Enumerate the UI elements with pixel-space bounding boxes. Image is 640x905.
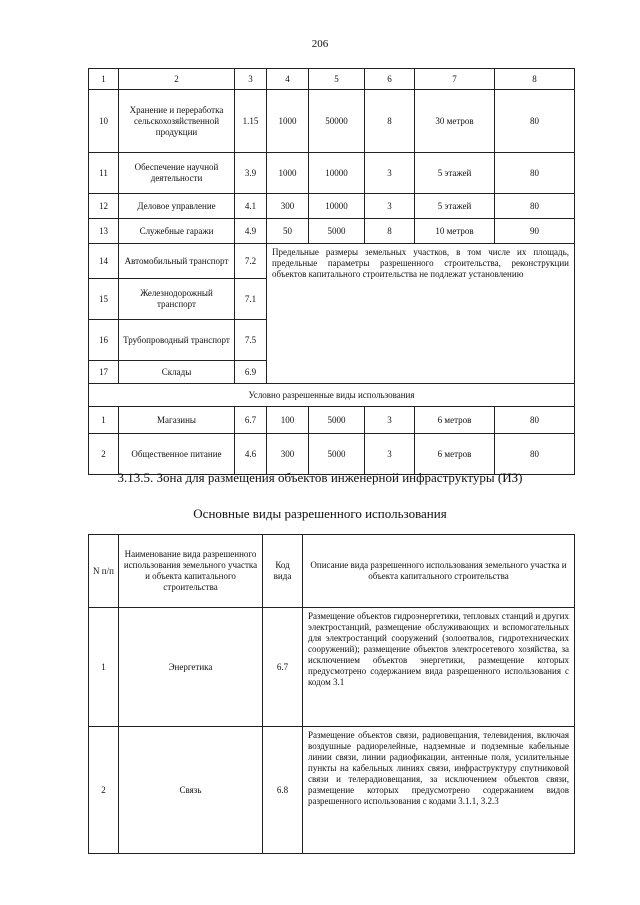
column-header: Наименование вида разрешенного использования земельного участка и объекта капитального строительства xyxy=(119,535,263,608)
table-cell: 5000 xyxy=(309,219,365,244)
use-description: Размещение объектов связи, радиовещания, телевидения, включая воздушные радиорелейные, надземные и подземные кабельные линии связи, линии радиофикации, антенные поля, усилительные пункты на кабельных линиях связи, инфраструктуру спутниковой связи и телерадиовещания, за исключением объектов связи, размещение которых предусмотрено содержанием видов разрешенного использования с кодами 3.1.1, 3.2.3 xyxy=(303,727,575,854)
column-number: 8 xyxy=(495,69,575,90)
column-header: Код вида xyxy=(263,535,303,608)
table-cell: 30 метров xyxy=(415,90,495,153)
table-cell: 4.1 xyxy=(235,194,267,219)
table-cell: Связь xyxy=(119,727,263,854)
table-header-row xyxy=(89,535,575,608)
table-cell: 7.2 xyxy=(235,244,267,279)
table-cell: 13 xyxy=(89,219,119,244)
column-number: 5 xyxy=(309,69,365,90)
table-cell: 5 этажей xyxy=(415,194,495,219)
table-cell: 6.7 xyxy=(235,407,267,434)
table-cell: 8 xyxy=(365,90,415,153)
table-cell: 3 xyxy=(365,153,415,194)
table-cell: 300 xyxy=(267,434,309,475)
table-cell: 7.5 xyxy=(235,320,267,361)
table-cell: 1000 xyxy=(267,153,309,194)
table-cell: 1 xyxy=(89,608,119,727)
table-cell: Служебные гаражи xyxy=(119,219,235,244)
table-cell: Хранение и переработка сельскохозяйственной продукции xyxy=(119,90,235,153)
table-row xyxy=(89,407,575,434)
table-cell: 16 xyxy=(89,320,119,361)
table-row xyxy=(89,434,575,475)
zone-heading: 3.13.5. Зона для размещения объектов инженерной инфраструктуры (ИЗ) xyxy=(117,470,523,485)
column-number: 3 xyxy=(235,69,267,90)
column-number: 1 xyxy=(89,69,119,90)
table-cell: 11 xyxy=(89,153,119,194)
table-cell: 8 xyxy=(365,219,415,244)
table-cell: 6.9 xyxy=(235,361,267,384)
column-number: 7 xyxy=(415,69,495,90)
table-cell: Деловое управление xyxy=(119,194,235,219)
table-cell: Трубопроводный транспорт xyxy=(119,320,235,361)
table-cell: 2 xyxy=(89,727,119,854)
table-cell: 6.8 xyxy=(263,727,303,854)
table-cell: 4.9 xyxy=(235,219,267,244)
permitted-uses-heading: Основные виды разрешенного использования xyxy=(193,506,447,521)
table-row xyxy=(89,90,575,153)
table-cell: Железнодорожный транспорт xyxy=(119,279,235,320)
table-cell: Общественное питание xyxy=(119,434,235,475)
table-cell: Обеспечение научной деятельности xyxy=(119,153,235,194)
table-cell: 3 xyxy=(365,434,415,475)
table-row xyxy=(89,244,575,279)
table-cell: Энергетика xyxy=(119,608,263,727)
table-cell: 10000 xyxy=(309,153,365,194)
table-cell: 80 xyxy=(495,407,575,434)
table-cell: 80 xyxy=(495,434,575,475)
zoning-parameters-table xyxy=(88,68,575,475)
section-row xyxy=(89,384,575,407)
table-cell: 90 xyxy=(495,219,575,244)
table-cell: 14 xyxy=(89,244,119,279)
table-row xyxy=(89,219,575,244)
table-cell: 7.1 xyxy=(235,279,267,320)
table-cell: 10 xyxy=(89,90,119,153)
table-cell: 3 xyxy=(365,194,415,219)
table-cell: 1 xyxy=(89,407,119,434)
not-established-note: Предельные размеры земельных участков, в том числе их площадь, предельные параметры разрешенного строительства, реконструкции объектов капитального строительства не подлежат установлению xyxy=(267,244,575,384)
table-cell: 300 xyxy=(267,194,309,219)
table-cell: 15 xyxy=(89,279,119,320)
column-header: Описание вида разрешенного использования земельного участка и объекта капитального строительства xyxy=(303,535,575,608)
table-cell: 6 метров xyxy=(415,434,495,475)
table-cell: 6 метров xyxy=(415,407,495,434)
column-number: 2 xyxy=(119,69,235,90)
table-header-row xyxy=(89,69,575,90)
page-number: 206 xyxy=(311,38,329,50)
table-cell: 4.6 xyxy=(235,434,267,475)
table-cell: Магазины xyxy=(119,407,235,434)
column-number: 4 xyxy=(267,69,309,90)
table-row xyxy=(89,727,575,854)
table-row xyxy=(89,194,575,219)
table-cell: Склады xyxy=(119,361,235,384)
table-cell: 3 xyxy=(365,407,415,434)
table-cell: 80 xyxy=(495,194,575,219)
table-cell: 6.7 xyxy=(263,608,303,727)
column-number: 6 xyxy=(365,69,415,90)
table-cell: 5000 xyxy=(309,407,365,434)
table-cell: 12 xyxy=(89,194,119,219)
table-cell: 80 xyxy=(495,153,575,194)
use-description: Размещение объектов гидроэнергетики, тепловых станций и других электростанций, размещение обслуживающих и вспомогательных для электростанций сооружений (золоотвалов, гидротехнических сооружений); размещение объектов электросетевого хозяйства, за исключением объектов энергетики, размещение которых предусмотрено содержанием вида разрешенного использования с кодом 3.1 xyxy=(303,608,575,727)
table-cell: 5000 xyxy=(309,434,365,475)
table-cell: 1000 xyxy=(267,90,309,153)
table-cell: 17 xyxy=(89,361,119,384)
column-header: N п/п xyxy=(89,535,119,608)
section-title: Условно разрешенные виды использования xyxy=(89,384,575,407)
table-cell: 10 метров xyxy=(415,219,495,244)
table-cell: 100 xyxy=(267,407,309,434)
table-cell: 80 xyxy=(495,90,575,153)
table-cell: 50 xyxy=(267,219,309,244)
table-cell: 3.9 xyxy=(235,153,267,194)
table-cell: 2 xyxy=(89,434,119,475)
table-cell: Автомобильный транспорт xyxy=(119,244,235,279)
table-row xyxy=(89,608,575,727)
table-cell: 10000 xyxy=(309,194,365,219)
table-cell: 1.15 xyxy=(235,90,267,153)
permitted-uses-table xyxy=(88,534,575,854)
table-cell: 50000 xyxy=(309,90,365,153)
table-cell: 5 этажей xyxy=(415,153,495,194)
table-row xyxy=(89,153,575,194)
